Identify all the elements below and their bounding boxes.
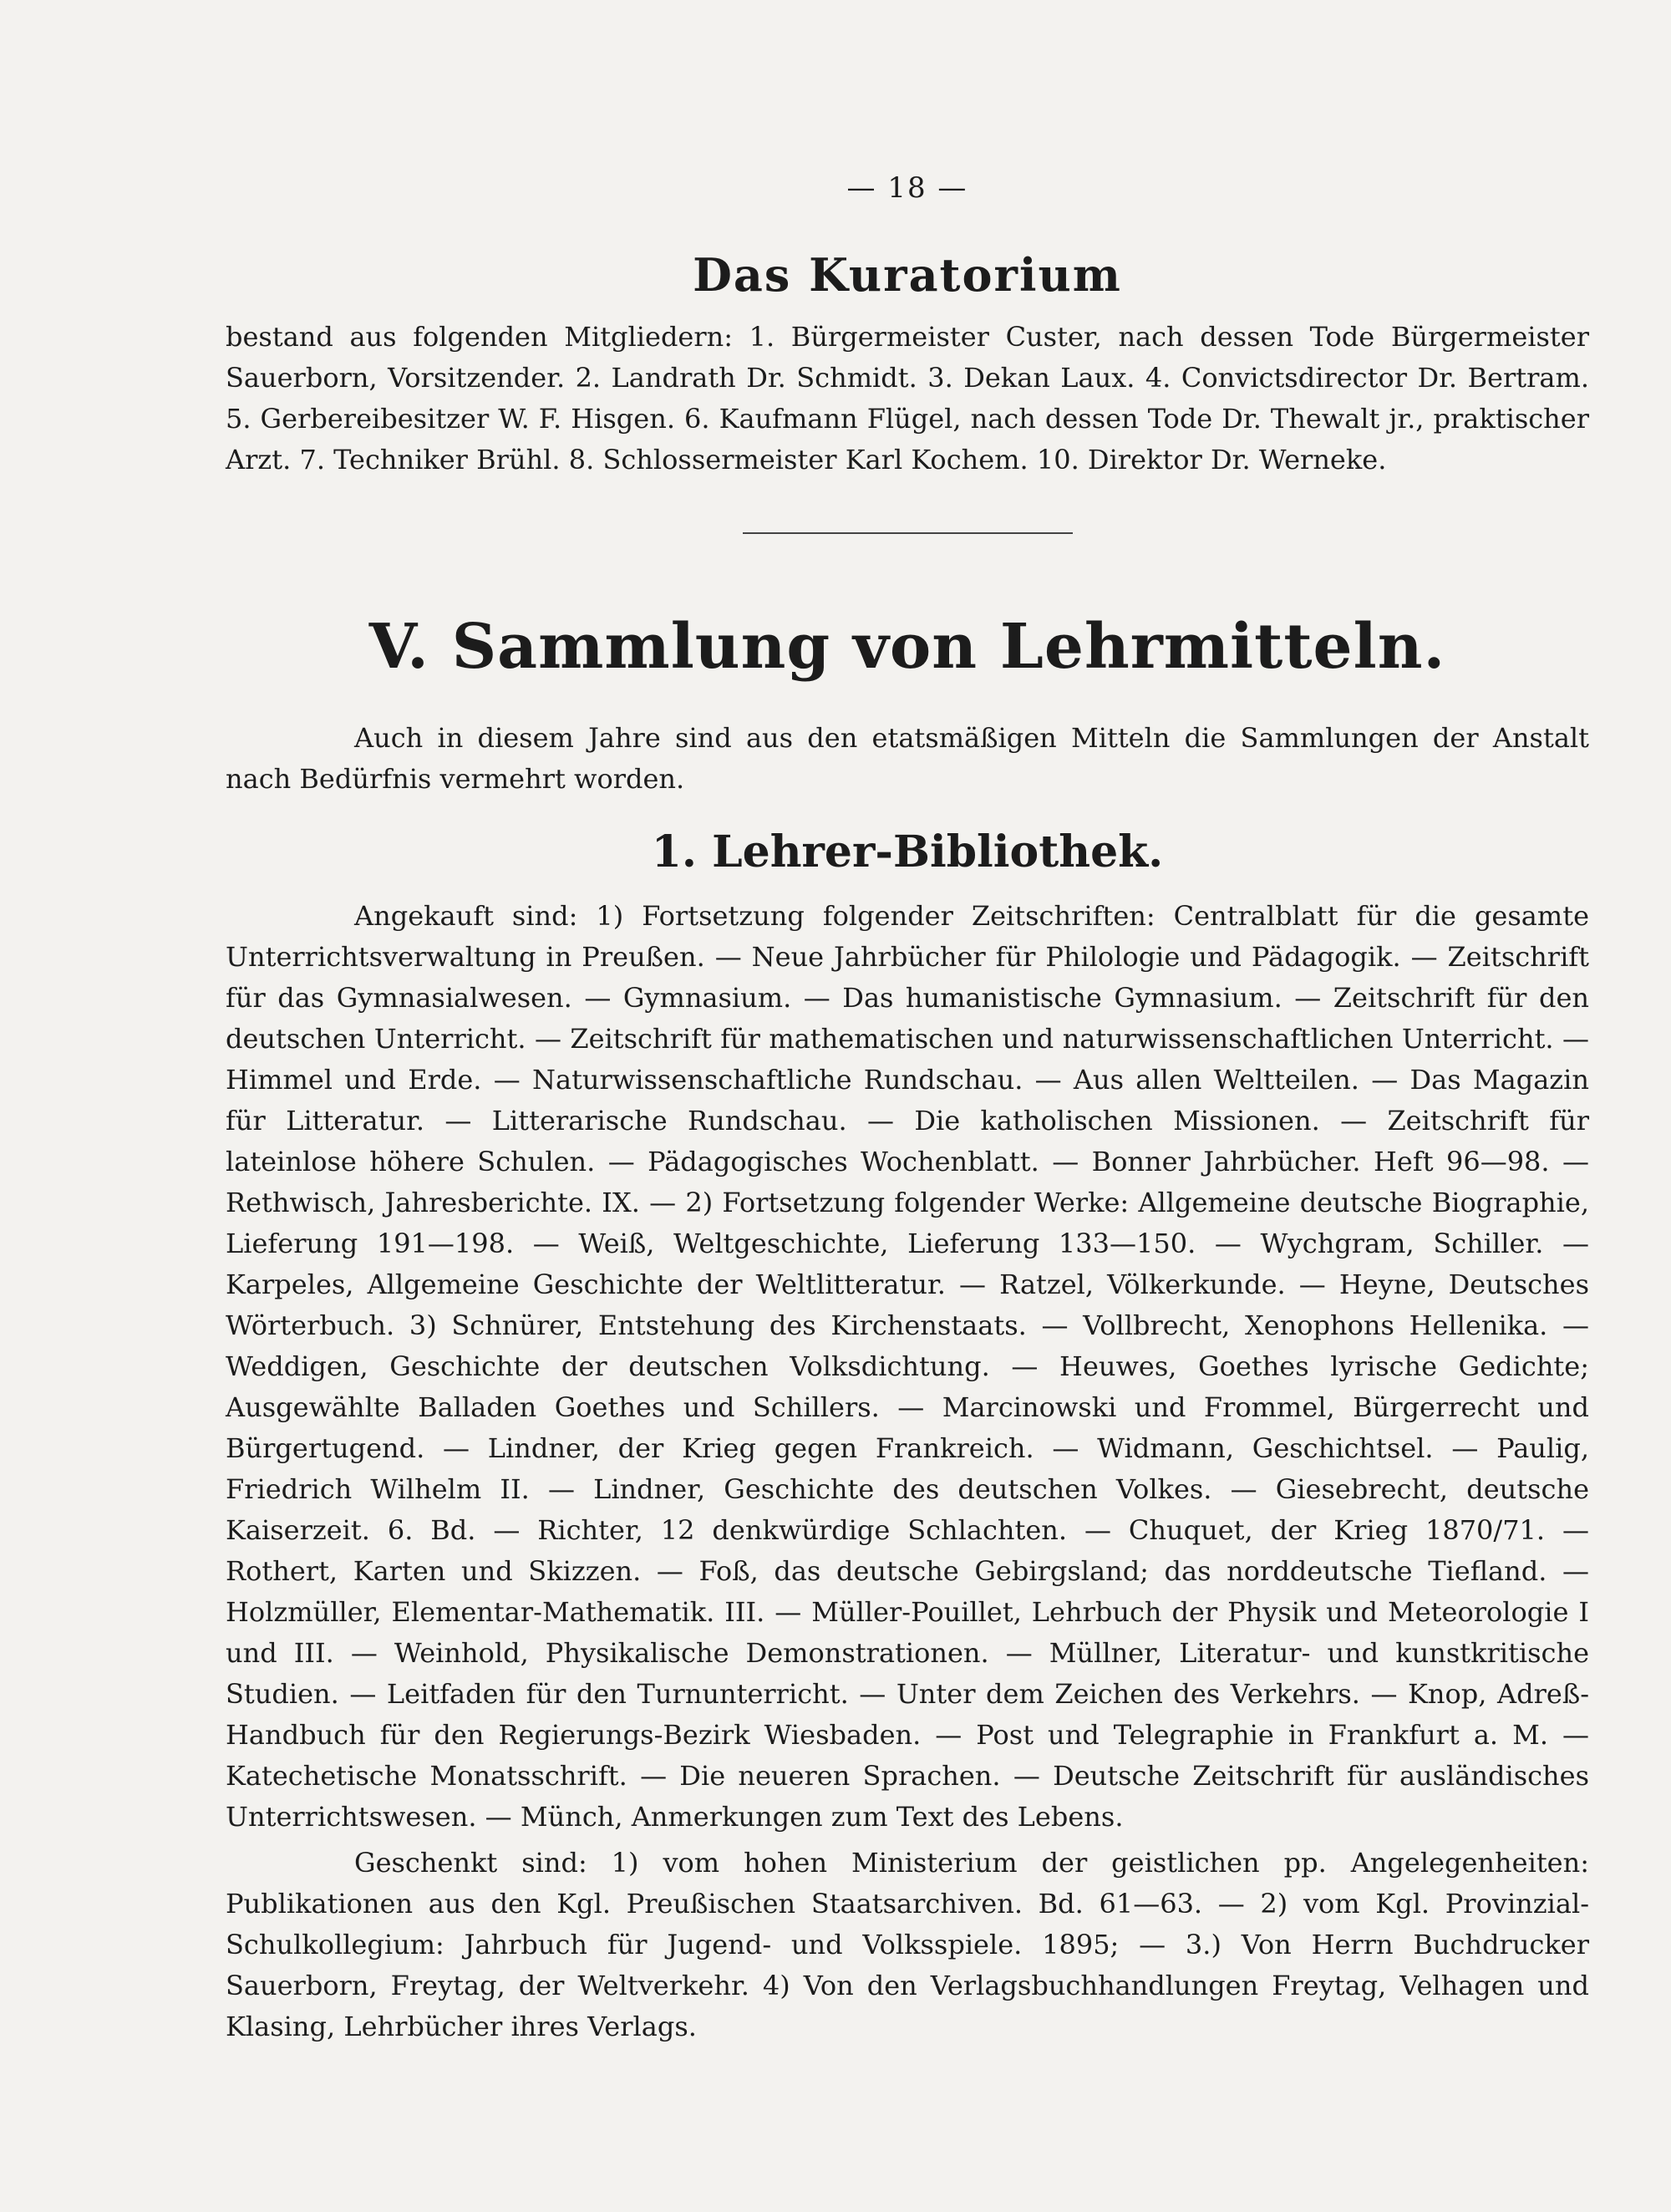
library-donated-paragraph: Geschenkt sind: 1) vom hohen Ministerium der geistlichen pp. Angelegenheiten: Publikationen aus den Kgl. Preußischen Staatsarchiven. Bd. 61—63. — 2) vom Kgl. Provinzial-Schulkollegium: Jahrbuch für Jugend- und Volksspiele. 1895; — 3.) Von Herrn Buchdrucker Sauerborn, Freytag, der Weltverkehr. 4) Von den Verlagsbuchhandlungen Freytag, Velhagen und Klasing, Lehrbücher ihres Verlags. <box>226 1847 1589 2042</box>
section-divider <box>743 532 1073 534</box>
subsection-heading: 1. Lehrer-Bibliothek. <box>651 826 1164 877</box>
kuratorium-heading: Das Kuratorium <box>693 248 1122 302</box>
library-purchased-paragraph: Angekauft sind: 1) Fortsetzung folgender Zeitschriften: Centralblatt für die gesamte Unterrichtsverwaltung in Preußen. — Neue Jahrbücher für Philologie und Pädagogik. — Zeitschrift für das Gymnasialwesen. — Gymnasium. — Das humanistische Gymnasium. — Zeitschrift für den deutschen Unterricht. — Zeitschrift für mathematischen und naturwissenschaftlichen Unterricht. — Himmel und Erde. — Naturwissenschaftliche Rundschau. — Aus allen Weltteilen. — Das Magazin für Litteratur. — Litterarische Rundschau. — Die katholischen Missionen. — Zeitschrift für lateinlose höhere Schulen. — Pädagogisches Wochenblatt. — Bonner Jahrbücher. Heft 96—98. — Rethwisch, Jahresberichte. IX. — 2) Fortsetzung folgender Werke: Allgemeine deutsche Biographie, Lieferung 191—198. — Weiß, Weltgeschichte, Lieferung 133—150. — Wychgram, Schiller. — Karpeles, Allgemeine Geschichte der Weltlitteratur. — Ratzel, Völkerkunde. — Heyne, Deutsches Wörterbuch. 3) Schnürer, Entstehung des Kirchenstaats. — Vollbrecht, Xenophons Hellenika. — Weddigen, Geschichte der deutschen Volksdichtung. — Heuwes, Goethes lyrische Gedichte; Ausgewählte Balladen Goethes und Schillers. — Marcinowski und Frommel, Bürgerrecht und Bürgertugend. — Lindner, der Krieg gegen Frankreich. — Widmann, Geschichtsel. — Paulig, Friedrich Wilhelm II. — Lindner, Geschichte des deutschen Volkes. — Giesebrecht, deutsche Kaiserzeit. 6. Bd. — Richter, 12 denkwürdige Schlachten. — Chuquet, der Krieg 1870/71. — Rothert, Karten und Skizzen. — Foß, das deutsche Gebirgsland; das norddeutsche Tiefland. — Holzmüller, Elementar-Mathematik. III. — Müller-Pouillet, Lehrbuch der Physik und Meteorologie I und III. — Weinhold, Physikalische Demonstrationen. — Müllner, Literatur- und kunstkritische Studien. — Leitfaden für den Turnunterricht. — Unter dem Zeichen des Verkehrs. — Knop, Adreß-Handbuch für den Regierungs-Bezirk Wiesbaden. — Post und Telegraphie in Frankfurt a. M. — Katechetische Monatsschrift. — Die neueren Sprachen. — Deutsche Zeitschrift für ausländisches Unterrichtswesen. — Münch, Anmerkungen zum Text des Lebens. <box>226 900 1589 1833</box>
kuratorium-text: bestand aus folgenden Mitgliedern: 1. Bürgermeister Custer, nach dessen Tode Bürgermeister Sauerborn, Vorsitzender. 2. Landrath Dr. Schmidt. 3. Dekan Laux. 4. Convictsdirector Dr. Bertram. 5. Gerbereibesitzer W. F. Hisgen. 6. Kaufmann Flügel, nach dessen Tode Dr. Thewalt jr., praktischer Arzt. 7. Techniker Brühl. 8. Schlossermeister Karl Kochem. 10. Direktor Dr. Werneke. <box>226 321 1589 475</box>
page-number: — 18 — <box>846 171 968 205</box>
document-page <box>226 171 1589 2047</box>
section-intro: Auch in diesem Jahre sind aus den etatsmäßigen Mitteln die Sammlungen der Anstalt nach Bedürfnis vermehrt worden. <box>226 722 1589 795</box>
section-heading: V. Sammlung von Lehrmitteln. <box>368 611 1446 683</box>
